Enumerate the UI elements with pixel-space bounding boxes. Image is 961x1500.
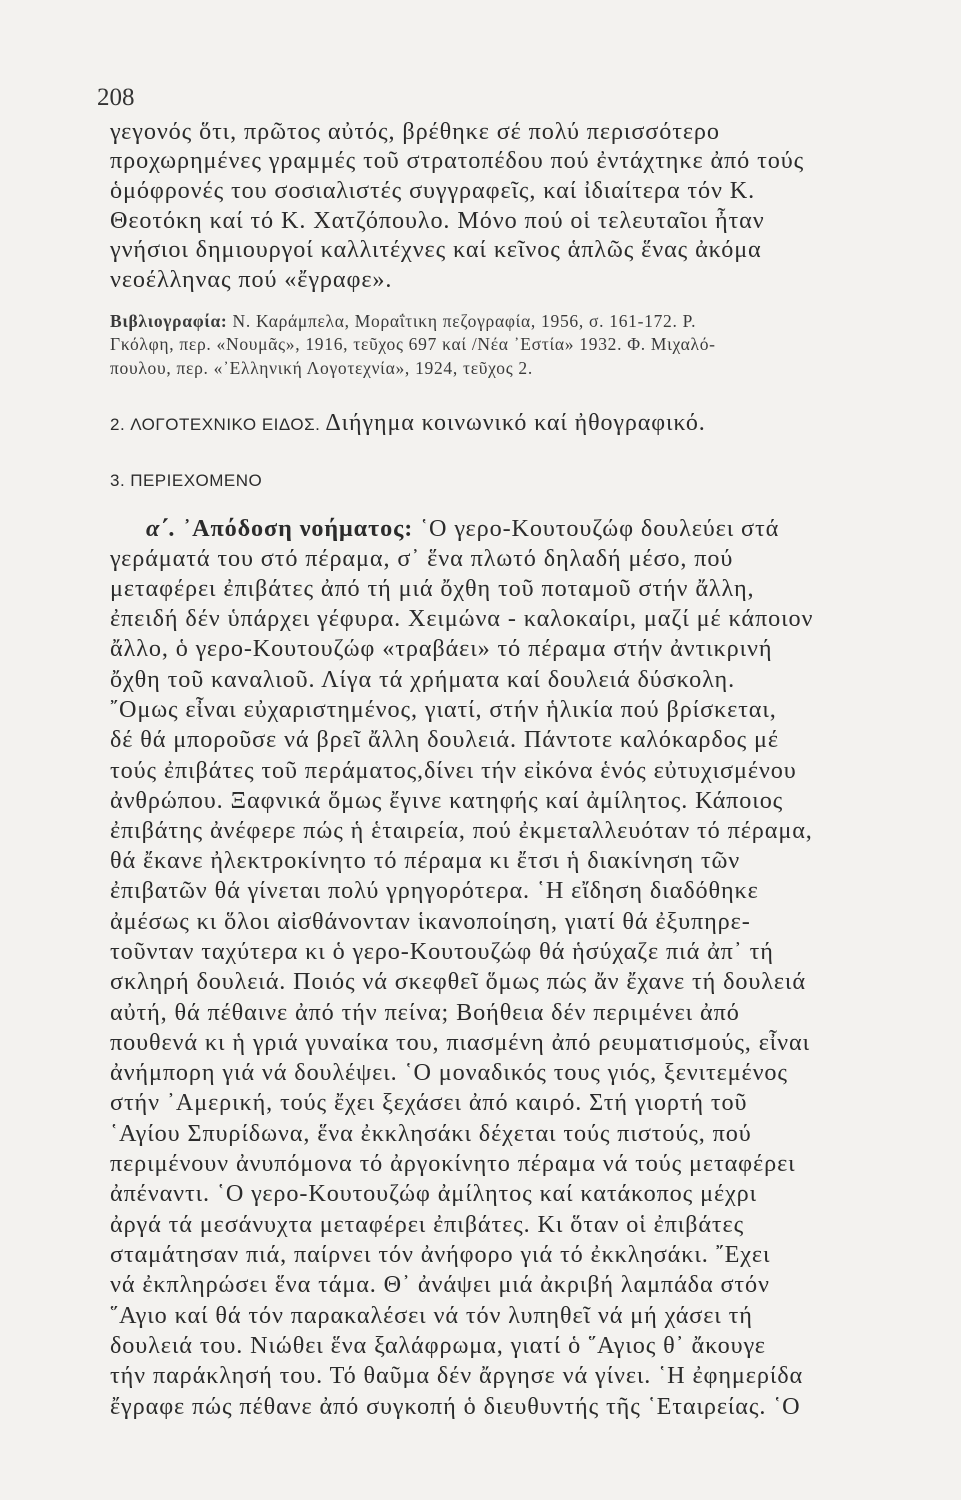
body-line: ῞Αγιο καί θά τόν παρακαλέσει νά τόν λυπηθεῖ νά μή χάσει τή — [110, 1302, 753, 1329]
intro-line: γεγονός ὅτι, πρῶτος αὐτός, βρέθηκε σέ πολύ περισσότερο — [110, 118, 720, 145]
subsection-text: ῾Ο γερο-Κουτουζώφ δουλεύει στά — [413, 515, 780, 542]
body-line: ἀπέναντι. ῾Ο γερο-Κουτουζώφ ἀμίλητος καί κατάκοπος μέχρι — [110, 1180, 758, 1207]
body-line: τούς ἐπιβάτες τοῦ περάματος,δίνει τήν εἰκόνα ἑνός εὐτυχισμένου — [110, 757, 797, 784]
subsection-marker: α΄. — [146, 515, 177, 542]
bibliography-line: πουλου, περ. «᾿Ελληνική Λογοτεχνία», 1924, τεῦχος 2. — [110, 358, 533, 378]
intro-line: γνήσιοι δημιουργοί καλλιτέχνες καί κεῖνος ἁπλῶς ἕνας ἀκόμα — [110, 236, 762, 263]
intro-line: νεοέλληνας πού «ἔγραφε». — [110, 266, 393, 293]
section-number: 2. — [110, 415, 126, 434]
body-line: σκληρή δουλειά. Ποιός νά σκεφθεῖ ὅμως πώς ἄν ἔχανε τή δουλειά — [110, 968, 806, 995]
body-line: ἐπιβάτης ἀνέφερε πώς ἡ ἑταιρεία, πού ἐκμεταλλευόταν τό πέραμα, — [110, 817, 813, 844]
body-line: τοῦνταν ταχύτερα κι ὁ γερο-Κουτουζώφ θά ἡσύχαζε πιά ἀπ᾿ τή — [110, 938, 774, 965]
body-line: σταμάτησαν πιά, παίρνει τόν ἀνήφορο γιά τό ἐκκλησάκι. ῎Εχει — [110, 1241, 771, 1268]
body-line: πουθενά κι ἡ γριά γυναίκα του, πιασμένη ἀπό ρευματισμούς, εἶναι — [110, 1029, 810, 1056]
body-line: ἔγραφε πώς πέθανε ἀπό συγκοπή ὁ διευθυντής τῆς ῾Εταιρείας. ῾Ο — [110, 1393, 801, 1420]
body-line: ἀργά τά μεσάνυχτα μεταφέρει ἐπιβάτες. Κι ὅταν οἱ ἐπιβάτες — [110, 1211, 745, 1238]
body-line: νά ἐκπληρώσει ἕνα τάμα. Θ᾿ ἀνάψει μιά ἀκριβή λαμπάδα στόν — [110, 1271, 770, 1298]
section-number: 3. — [110, 471, 126, 490]
body-line: αὐτή, θά πέθαινε ἀπό τήν πείνα; Βοήθεια δέν περιμένει ἀπό — [110, 999, 740, 1026]
intro-line: ὁμόφρονές του σοσιαλιστές συγγραφεῖς, καί ἰδιαίτερα τόν Κ. — [110, 177, 756, 204]
body-line: δέ θά μποροῦσε νά βρεῖ ἄλλη δουλειά. Πάντοτε καλόκαρδος μέ — [110, 726, 779, 753]
body-line: ῎Ομως εἶναι εὐχαριστημένος, γιατί, στήν ἡλικία πού βρίσκεται, — [110, 696, 777, 723]
section-title: ΠΕΡΙΕΧΟΜΕΝΟ — [130, 471, 263, 490]
body-line: ἄλλο, ὁ γερο-Κουτουζώφ «τραβάει» τό πέραμα στήν ἀντικρινή — [110, 635, 773, 662]
section-2-heading — [110, 410, 706, 437]
body-line: θά ἔκανε ἠλεκτροκίνητο τό πέραμα κι ἔτσι ἡ διακίνηση τῶν — [110, 847, 741, 874]
section-text: Διήγημα κοινωνικό καί ἠθογραφικό. — [325, 410, 706, 436]
section-3-heading — [110, 470, 262, 491]
body-line: δουλειά του. Νιώθει ἕνα ξαλάφρωμα, γιατί ὁ ῞Αγιος θ᾿ ἄκουγε — [110, 1332, 766, 1359]
bibliography-label: Βιβλιογραφία: — [110, 311, 228, 331]
subsection-label: ᾿Απόδοση νοήματος: — [183, 515, 414, 542]
intro-line: Θεοτόκη καί τό Κ. Χατζόπουλο. Μόνο πού οἱ τελευταῖοι ἦταν — [110, 207, 765, 234]
body-line: ἐπειδή δέν ὑπάρχει γέφυρα. Χειμώνα - καλοκαίρι, μαζί μέ κάποιον — [110, 605, 814, 632]
body-line: στήν ᾿Αμερική, τούς ἔχει ξεχάσει ἀπό καιρό. Στή γιορτή τοῦ — [110, 1089, 748, 1116]
section-title: ΛΟΓΟΤΕΧΝΙΚΟ ΕΙΔΟΣ. — [130, 415, 321, 434]
bibliography-line: Γκόλφη, περ. «Νουμᾶς», 1916, τεῦχος 697 καί /Νέα ᾿Εστία» 1932. Φ. Μιχαλό- — [110, 334, 716, 354]
body-line: περιμένουν ἀνυπόμονα τό ἀργοκίνητο πέραμα νά τούς μεταφέρει — [110, 1150, 796, 1177]
body-line: ἐπιβατῶν θά γίνεται πολύ γρηγορότερα. ῾Η εἴδηση διαδόθηκε — [110, 877, 759, 904]
subsection-a-first-line — [146, 515, 779, 543]
body-line: τήν παράκλησή του. Τό θαῦμα δέν ἄργησε νά γίνει. ῾Η ἐφημερίδα — [110, 1362, 804, 1389]
body-line: ἀνήμπορη γιά νά δουλέψει. ῾Ο μοναδικός τους γιός, ξενιτεμένος — [110, 1059, 788, 1086]
body-line: ῾Αγίου Σπυρίδωνα, ἕνα ἐκκλησάκι δέχεται τούς πιστούς, πού — [110, 1120, 752, 1147]
page-number: 208 — [97, 84, 135, 111]
bibliography-text: Ν. Καράμπελα, Μοραΐτικη πεζογραφία, 1956, σ. 161-172. Ρ. — [227, 311, 697, 331]
body-line: γεράματά του στό πέραμα, σ᾿ ἕνα πλωτό δηλαδή μέσο, πού — [110, 545, 734, 572]
body-line: ἀμέσως κι ὅλοι αἰσθάνονταν ἱκανοποίηση, γιατί θά ἐξυπηρε- — [110, 908, 751, 935]
body-line: μεταφέρει ἐπιβάτες ἀπό τή μιά ὄχθη τοῦ ποταμοῦ στήν ἄλλη, — [110, 575, 755, 602]
bibliography-line — [110, 311, 696, 332]
body-line: ἀνθρώπου. Ξαφνικά ὅμως ἔγινε κατηφής καί ἀμίλητος. Κάποιος — [110, 787, 784, 814]
intro-line: προχωρημένες γραμμές τοῦ στρατοπέδου πού ἐντάχτηκε ἀπό τούς — [110, 147, 805, 174]
body-line: ὄχθη τοῦ καναλιοῦ. Λίγα τά χρήματα καί δουλειά δύσκολη. — [110, 666, 736, 693]
